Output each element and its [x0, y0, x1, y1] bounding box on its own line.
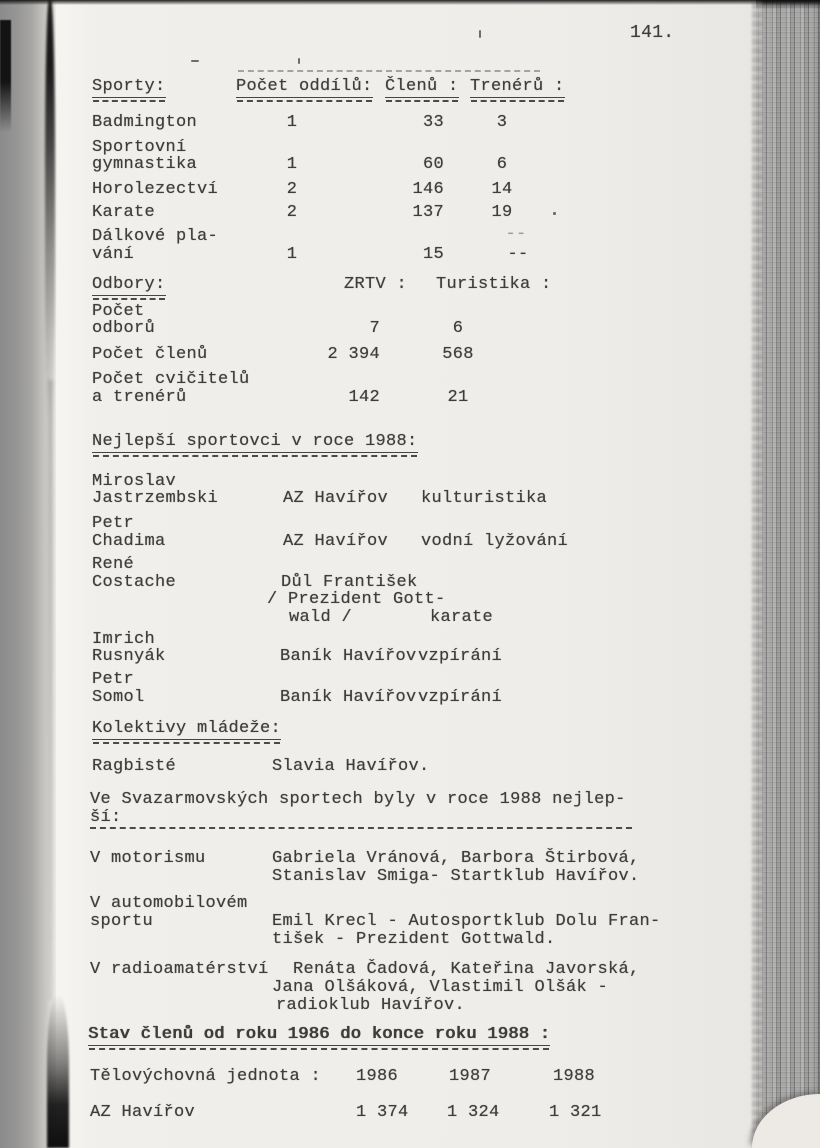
youth-label: Ragbisté [92, 757, 177, 776]
sport-treneru: 6 [496, 155, 508, 174]
scan-speck [553, 212, 556, 215]
odbory-row-name: odborů [92, 319, 156, 338]
members-value: 1 324 [447, 1103, 500, 1122]
sports-header-treneru: Trenérů : [470, 77, 565, 96]
scan-black-mark [0, 20, 11, 132]
athlete-sport: vzpírání [418, 647, 503, 666]
athlete-club: / Prezident Gott- [267, 590, 446, 609]
sports-header-oddilu: Počet oddílů: [236, 77, 373, 96]
athlete-club: AZ Havířov [283, 532, 389, 551]
sport-oddilu: 1 [286, 245, 298, 264]
athlete-name: René [92, 555, 135, 574]
odbory-col-turistika: Turistika : [436, 275, 552, 294]
athlete-name: Jastrzembski [92, 489, 219, 508]
svazarm-text: Emil Krecl - Autosportklub Dolu Fran- [272, 912, 661, 931]
odbory-zrtv-value: 7 [369, 319, 380, 338]
athlete-name: Miroslav [92, 472, 177, 491]
members-year: 1988 [553, 1067, 596, 1086]
athlete-club: wald / [289, 608, 353, 627]
members-heading: Stav členů od roku 1986 do konce roku 1988 : [88, 1025, 551, 1044]
svazarm-dash-rule [90, 827, 632, 829]
svazarm-text: Renáta Čadová, Kateřina Javorská, [293, 960, 640, 979]
scan-top-edge [0, 0, 820, 5]
sport-treneru-ghost: -- [505, 225, 527, 244]
ghost-dash-line [238, 70, 540, 72]
svazarm-text: radioklub Havířov. [276, 996, 466, 1015]
members-value: 1 321 [549, 1103, 602, 1122]
sport-name: Dálkové pla- [92, 227, 219, 246]
best-athletes-heading: Nejlepší sportovci v roce 1988: [92, 432, 418, 451]
svazarm-text: Gabriela Vránová, Barbora Štirbová, [272, 849, 640, 868]
binding-shadow-bottom [47, 995, 69, 1148]
page-edge-texture [756, 0, 820, 1148]
sport-clenu: 137 [412, 203, 444, 222]
sport-name: gymnastika [92, 155, 198, 174]
odbory-row-name: Počet [92, 302, 145, 321]
odbory-turistika-value: 21 [447, 388, 469, 407]
sport-name: Karate [92, 203, 156, 222]
odbory-turistika-value: 6 [452, 319, 464, 338]
sport-name: Horolezectví [92, 180, 219, 199]
scan-speck [191, 60, 199, 62]
binding-crease-lower [48, 380, 53, 1000]
svazarm-text: tišek - Prezident Gottwald. [272, 930, 556, 949]
athlete-name: Somol [92, 688, 145, 707]
athlete-name: Rusnyák [92, 647, 166, 666]
sport-oddilu: 1 [286, 113, 298, 132]
sport-clenu: 33 [422, 113, 444, 132]
athlete-club: Baník Havířov [280, 688, 417, 707]
scan-speck [298, 58, 300, 64]
sport-clenu: 15 [422, 245, 444, 264]
athlete-name: Costache [92, 573, 177, 592]
odbory-label: Odbory: [92, 275, 166, 294]
odbory-row-name: a trenérů [92, 388, 187, 407]
svazarm-label: V motorismu [90, 849, 206, 868]
sport-name: Badmington [92, 113, 198, 132]
odbory-turistika-value: 568 [442, 345, 474, 364]
athlete-name: Petr [92, 514, 135, 533]
odbory-zrtv-value: 142 [348, 388, 380, 407]
odbory-zrtv-value: 2 394 [327, 345, 380, 364]
svazarm-intro-line2: ší: [90, 808, 122, 827]
athlete-name: Imrich [92, 630, 156, 649]
athlete-club: AZ Havířov [283, 489, 389, 508]
youth-value: Slavia Havířov. [272, 757, 430, 776]
sport-oddilu: 2 [286, 180, 298, 199]
sport-name: Sportovní [92, 138, 187, 157]
odbory-col-zrtv: ZRTV : [344, 275, 408, 294]
scan-speck [479, 30, 481, 38]
page-number: 141. [630, 23, 675, 43]
svazarm-label: V radioamatérství [90, 960, 269, 979]
athlete-club: Důl František [281, 573, 418, 592]
athlete-sport: karate [430, 608, 494, 627]
members-row-name: AZ Havířov [90, 1103, 196, 1122]
svazarm-intro-line1: Ve Svazarmovských sportech byly v roce 1988 nejlep- [90, 790, 626, 809]
athlete-club: Baník Havířov [280, 647, 417, 666]
svazarm-label: V automobilovém [90, 894, 248, 913]
svazarm-label: sportu [90, 912, 154, 931]
youth-heading: Kolektivy mládeže: [92, 719, 282, 738]
athlete-name: Petr [92, 670, 135, 689]
sport-treneru: 19 [491, 203, 513, 222]
odbory-row-name: Počet cvičitelů [92, 370, 250, 389]
athlete-name: Chadima [92, 532, 166, 551]
sport-treneru: 3 [496, 113, 508, 132]
members-year: 1986 [356, 1067, 399, 1086]
sport-clenu: 60 [422, 155, 444, 174]
sport-treneru: 14 [491, 180, 513, 199]
svazarm-text: Stanislav Smiga- Startklub Havířov. [272, 867, 640, 886]
members-value: 1 374 [356, 1103, 409, 1122]
sport-treneru: -- [507, 245, 529, 264]
sports-header-clenu: Členů : [385, 77, 459, 96]
svazarm-text: Jana Olšáková, Vlastimil Olšák - [272, 978, 609, 997]
odbory-row-name: Počet členů [92, 345, 208, 364]
sport-oddilu: 1 [286, 155, 298, 174]
sport-name: vání [92, 245, 135, 264]
sport-oddilu: 2 [286, 203, 298, 222]
members-header-label: Tělovýchovná jednota : [90, 1067, 322, 1086]
sport-clenu: 146 [412, 180, 444, 199]
athlete-sport: vzpírání [418, 688, 503, 707]
athlete-sport: vodní lyžování [421, 532, 569, 551]
athlete-sport: kulturistika [421, 489, 548, 508]
members-year: 1987 [449, 1067, 492, 1086]
binding-crease [45, 0, 55, 420]
sports-header-sporty: Sporty: [92, 77, 166, 96]
